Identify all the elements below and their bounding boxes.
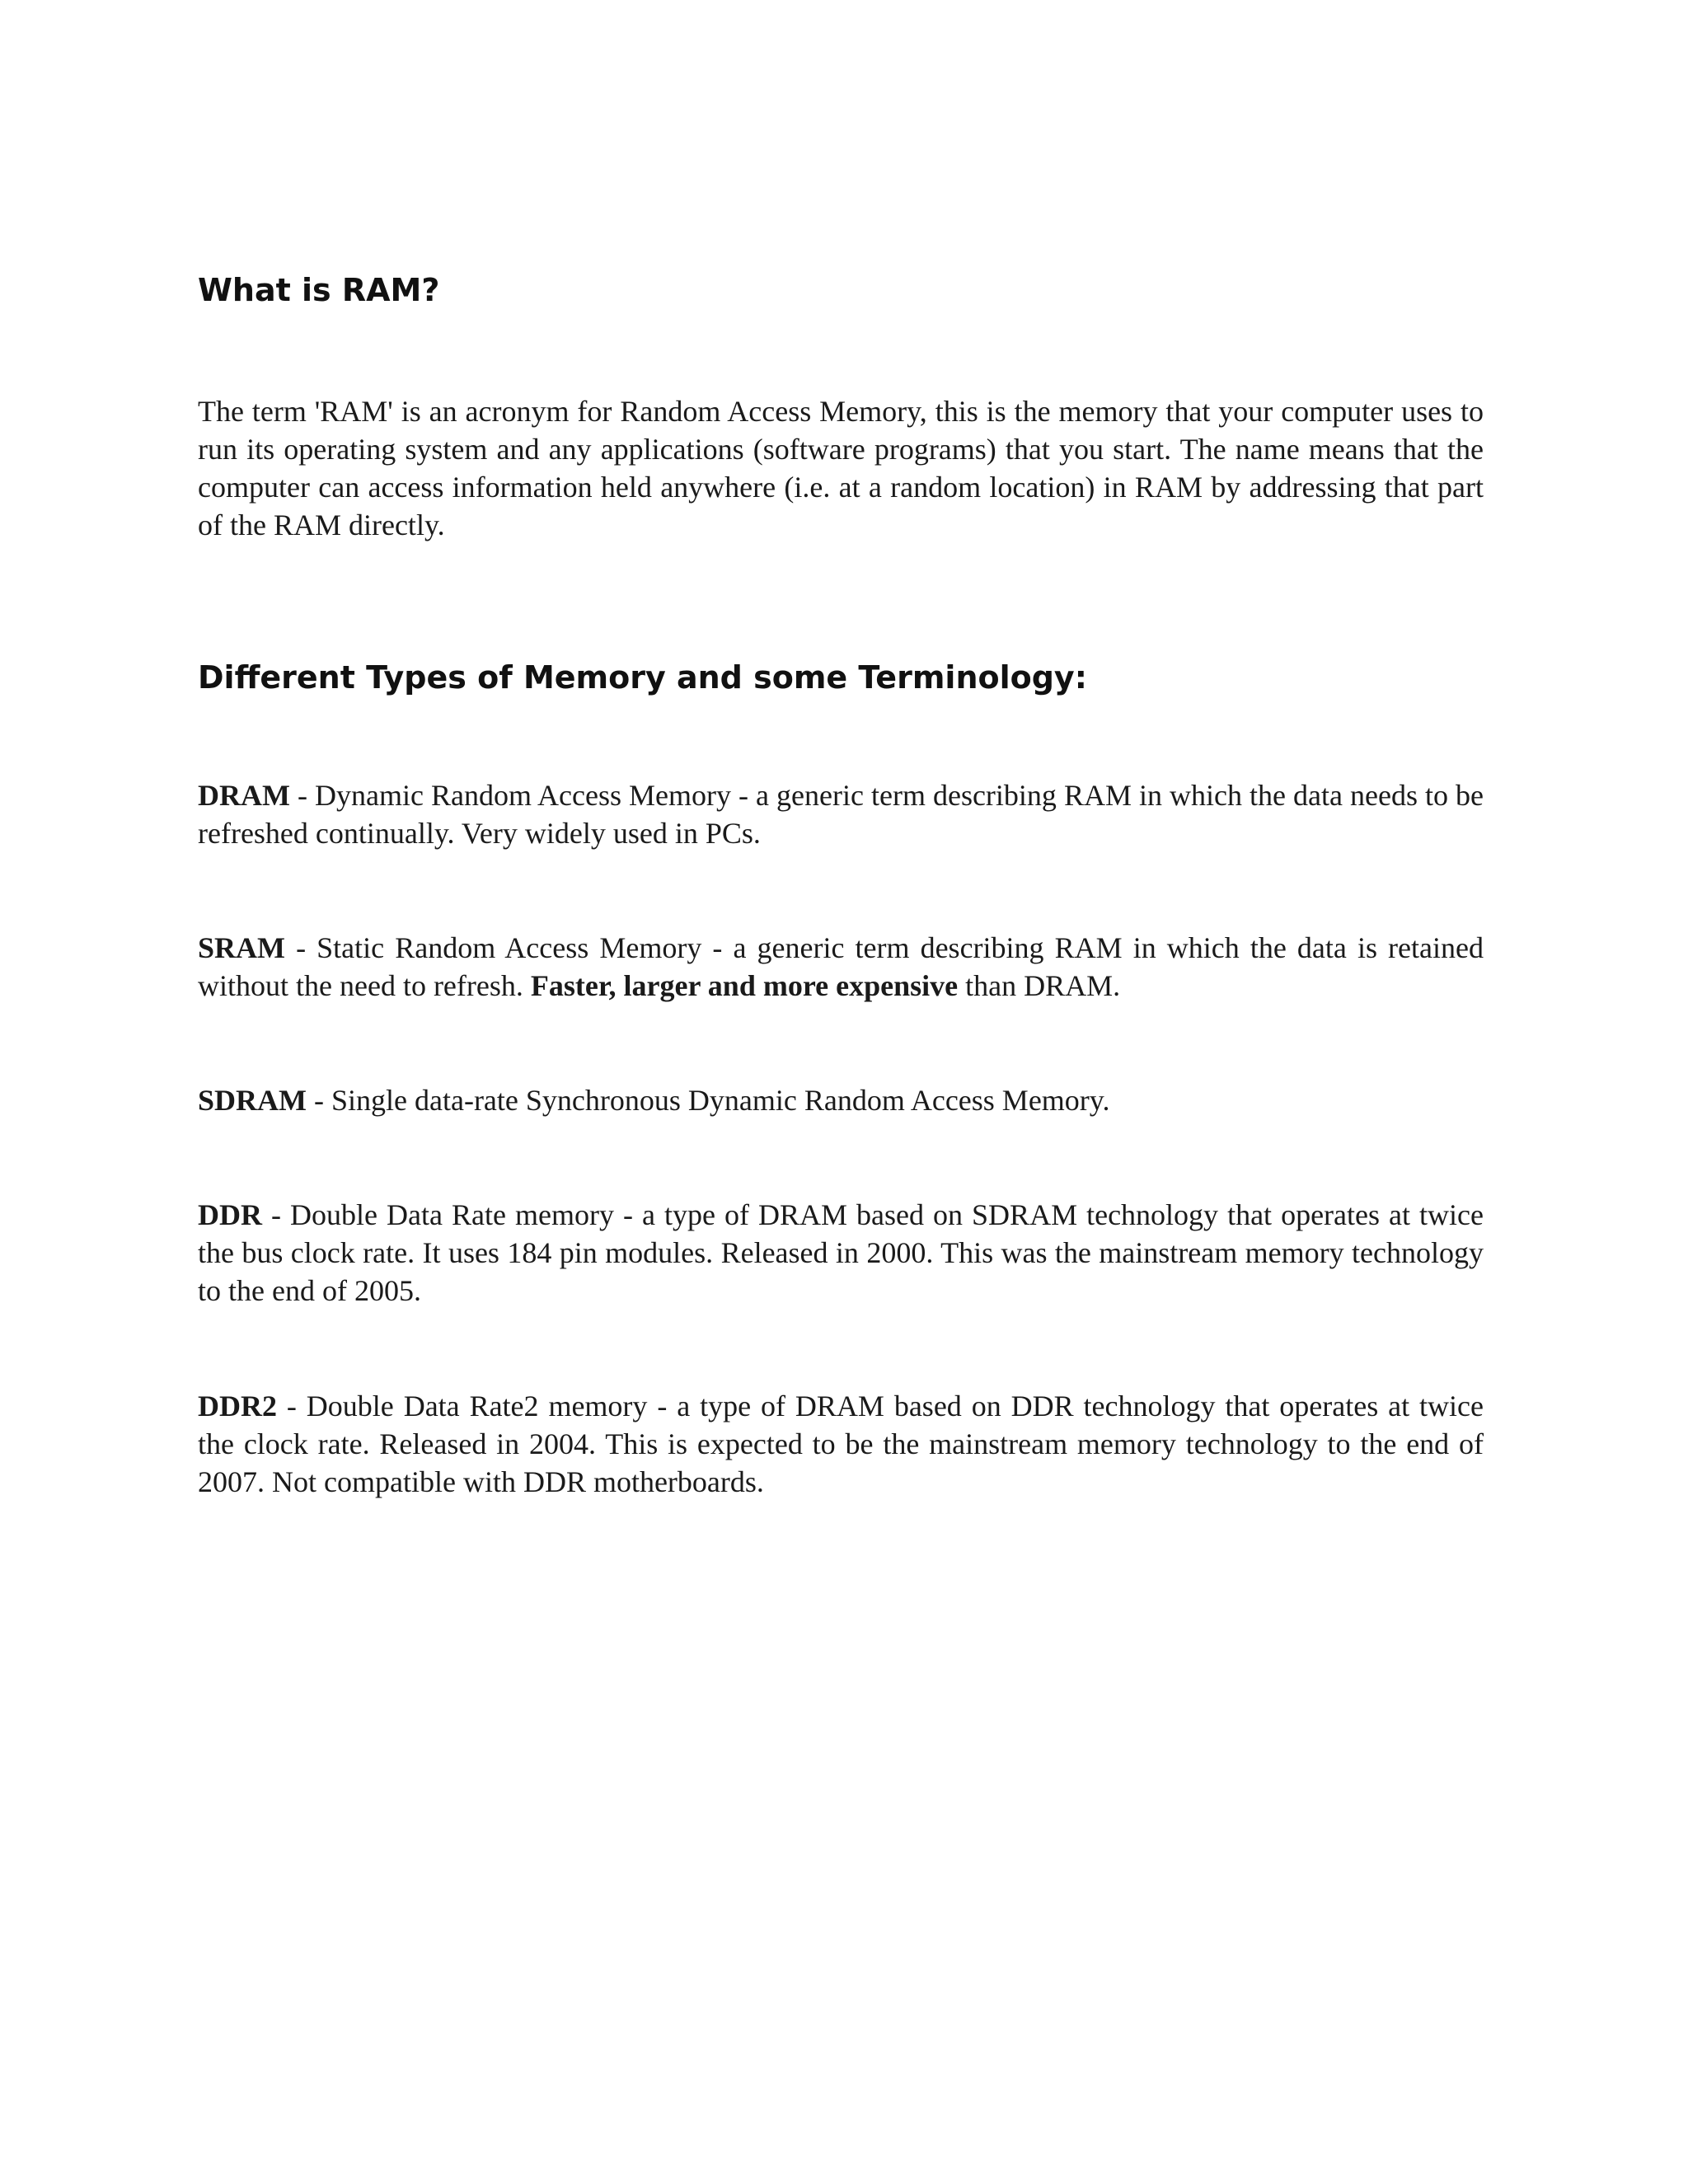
term-description: - Single data-rate Synchronous Dynamic Random Access Memory.	[307, 1084, 1110, 1117]
heading-memory-types: Different Types of Memory and some Terminology:	[198, 659, 1087, 696]
term-name: SDRAM	[198, 1084, 307, 1117]
term-name: DRAM	[198, 779, 290, 812]
intro-paragraph: The term 'RAM' is an acronym for Random Access Memory, this is the memory that your computer uses to run its operating system and any applications (software programs) that you start. The name means that the computer can access information held anywhere (i.e. at a random location) in RAM by addressing that part of the RAM directly.	[198, 395, 1484, 541]
term-emphasis: Faster, larger and more expensive	[530, 969, 959, 1002]
term-name: SRAM	[198, 931, 285, 964]
term-paragraph-dram	[198, 776, 1484, 852]
term-description: - Dynamic Random Access Memory - a generic term describing RAM in which the data needs to be refreshed continually. Very widely used in PCs.	[198, 779, 1484, 850]
term-paragraph-sdram	[198, 1081, 1484, 1119]
term-description: - Static Random Access Memory - a generic term describing RAM in which the data is retained without the need to refresh.	[198, 931, 1484, 1002]
term-description: - Double Data Rate2 memory - a type of DRAM based on DDR technology that operates at twice the clock rate. Released in 2004. This is expected to be the mainstream memory technology to the end of 2007. Not compatible with DDR motherboards.	[198, 1390, 1484, 1498]
heading-what-is-ram: What is RAM?	[198, 272, 440, 308]
term-paragraph-sram	[198, 929, 1484, 1005]
term-description: - Double Data Rate memory - a type of DRAM based on SDRAM technology that operates at twice the bus clock rate. It uses 184 pin modules. Released in 2000. This was the mainstream memory technology to the end of 2005.	[198, 1198, 1484, 1307]
term-name: DDR	[198, 1198, 262, 1231]
term-description-end: than DRAM.	[958, 969, 1121, 1002]
term-paragraph-ddr	[198, 1196, 1484, 1310]
term-paragraph-ddr2	[198, 1387, 1484, 1501]
term-name: DDR2	[198, 1390, 277, 1422]
